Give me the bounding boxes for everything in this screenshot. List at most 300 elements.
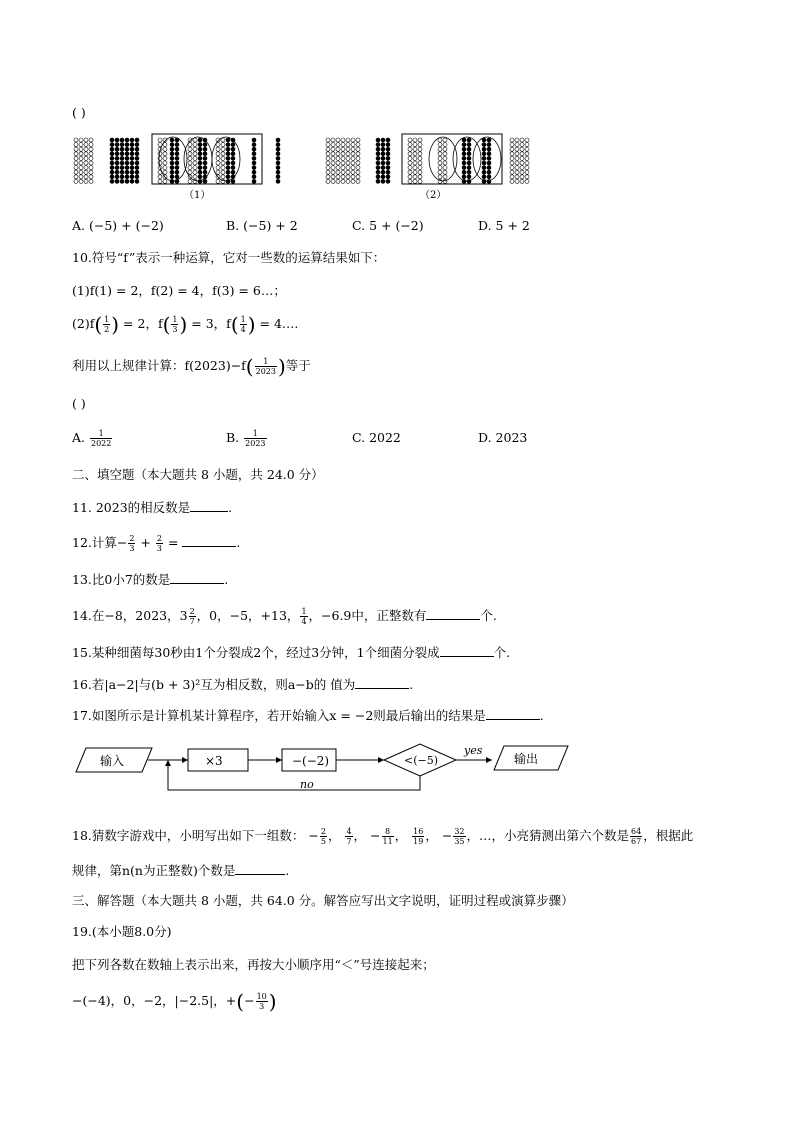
bead-solid [226,147,230,151]
bead-hollow [326,175,330,179]
bead-solid [110,147,114,151]
q9-option-b[interactable]: B. (−5) + 2 [226,218,298,233]
bead-solid [381,179,385,183]
q16: 16.若|a−2|与(b + 3)²互为相反数，则a−b的 值为 . [72,677,414,692]
q19-list: −(−4)，0，−2，|−2.5|，+(− $\frac{10}{3}$ ) [72,989,277,1014]
bead-hollow [356,156,360,160]
bead-hollow [163,161,167,165]
bead-solid [203,143,207,147]
bead-solid [462,161,466,165]
bead-solid [110,175,114,179]
bead-solid [226,138,230,142]
flow-yes-label: yes [464,744,483,757]
bead-hollow [418,138,422,142]
bead-hollow [346,179,350,183]
bead-solid [376,152,380,156]
bead-hollow [89,161,93,165]
bead-solid [386,138,390,142]
bead-solid [252,143,256,147]
bead-hollow [216,179,220,183]
bead-hollow [84,166,88,170]
bead-solid [175,143,179,147]
bead-solid [381,156,385,160]
bead-solid [198,147,202,151]
q18-line1: 18.猜数字游戏中，小明写出如下一组数： − $\frac{2}{5}$ ， $\frac{4}{7}$ ， − $\frac{8}{11}$ ， $\frac{16}{19}$ ， − $\frac{32}{35}$ ，…，小亮猜测出第六个数是 $\frac{64}{67}$ ，根据此 [72,827,694,846]
figure-label-2: （2） [420,190,447,201]
bead-hollow [510,138,514,142]
bead-solid [120,147,124,151]
bead-hollow [520,161,524,165]
q10-option-d[interactable]: D. 2023 [478,430,528,445]
bead-solid [198,138,202,142]
bead-hollow [341,170,345,174]
bead-solid [203,161,207,165]
bead-hollow [216,156,220,160]
bead-hollow [326,161,330,165]
bead-solid [110,152,114,156]
q10-option-a[interactable]: A. $\frac{1}{2022}$ [72,429,112,448]
bead-solid [135,170,139,174]
q13: 13.比0小7的数是 . [72,572,229,587]
bead-solid [467,152,471,156]
bead-solid [487,143,491,147]
bead-hollow [346,138,350,142]
bead-solid [170,179,174,183]
q9-option-d[interactable]: D. 5 + 2 [478,218,530,233]
bead-solid [276,156,280,160]
bead-hollow [89,156,93,160]
bead-hollow [515,143,519,147]
bead-solid [130,166,134,170]
bead-solid [135,147,139,151]
bead-hollow [408,147,412,151]
bead-solid [231,161,235,165]
bead-hollow [351,147,355,151]
bead-solid [386,161,390,165]
bead-hollow [331,143,335,147]
bead-hollow [418,147,422,151]
bead-hollow [193,166,197,170]
bead-hollow [351,156,355,160]
bead-solid [467,161,471,165]
q18-frac-3: − $\frac{8}{11}$ [370,827,393,846]
bead-solid [252,156,256,160]
bead-solid [170,143,174,147]
bead-hollow [510,152,514,156]
bead-solid [130,152,134,156]
bead-solid [115,179,119,183]
bead-hollow [408,138,412,142]
bead-solid [462,175,466,179]
bead-hollow [515,166,519,170]
bead-solid [487,147,491,151]
bead-solid [252,161,256,165]
bead-hollow [438,143,442,147]
flow-arrowhead-1 [182,757,188,763]
q17: 17.如图所示是计算机某计算程序，若开始输入x = −2则最后输出的结果是 . [72,708,544,723]
bead-solid [125,147,129,151]
flow-output-label: 输出 [514,752,539,766]
bead-hollow [351,152,355,156]
bead-solid [175,166,179,170]
bead-hollow [408,161,412,165]
bead-hollow [520,170,524,174]
bead-solid [482,156,486,160]
flow-arrowhead-yes [486,757,492,763]
bead-solid [203,166,207,170]
bead-hollow [356,152,360,156]
bead-solid [170,175,174,179]
bead-solid [110,179,114,183]
bead-hollow [188,166,192,170]
bead-solid [467,175,471,179]
bead-hollow [341,152,345,156]
bead-solid [462,152,466,156]
bead-solid [120,161,124,165]
bead-hollow [520,156,524,160]
bead-hollow [221,143,225,147]
bead-solid [135,156,139,160]
q9-answer-paren: ( ) [72,105,86,120]
bead-hollow [193,152,197,156]
bead-hollow [326,143,330,147]
bead-solid [386,156,390,160]
bead-solid [125,156,129,160]
bead-solid [467,156,471,160]
bead-solid [115,166,119,170]
bead-solid [135,152,139,156]
bead-solid [276,138,280,142]
bead-hollow [188,179,192,183]
bead-hollow [336,170,340,174]
bead-hollow [443,170,447,174]
bead-hollow [326,179,330,183]
bead-hollow [188,152,192,156]
q15: 15.某种细菌每30秒由1个分裂成2个，经过3分钟，1个细菌分裂成 个. [72,645,511,660]
bead-hollow [418,156,422,160]
bead-solid [467,138,471,142]
bead-hollow [341,179,345,183]
bead-hollow [79,179,83,183]
bead-hollow [341,175,345,179]
bead-hollow [408,166,412,170]
bead-solid [482,143,486,147]
bead-solid [381,175,385,179]
bead-solid [252,179,256,183]
bead-solid [386,179,390,183]
bead-solid [487,161,491,165]
bead-solid [110,166,114,170]
bead-hollow [413,156,417,160]
bead-solid [482,170,486,174]
bead-solid [130,138,134,142]
bead-hollow [356,175,360,179]
bead-solid [386,166,390,170]
bead-hollow [408,152,412,156]
bead-solid [231,143,235,147]
bead-hollow [89,147,93,151]
bead-solid [252,152,256,156]
bead-solid [482,147,486,151]
q10-answer-paren: ( ) [72,396,86,411]
bead-solid [110,156,114,160]
bead-solid [252,175,256,179]
bead-hollow [79,175,83,179]
bead-solid [487,152,491,156]
bead-solid [120,179,124,183]
bead-hollow [158,138,162,142]
bead-solid [231,156,235,160]
bead-hollow [163,179,167,183]
bead-hollow [331,175,335,179]
bead-hollow [84,156,88,160]
bead-hollow [413,179,417,183]
bead-hollow [443,166,447,170]
bead-solid [231,152,235,156]
bead-hollow [331,179,335,183]
bead-solid [462,138,466,142]
bead-solid [130,161,134,165]
bead-hollow [515,161,519,165]
bead-solid [115,138,119,142]
abacus-figure [72,132,542,204]
bead-hollow [438,170,442,174]
bead-solid [170,166,174,170]
bead-solid [120,166,124,170]
bead-solid [175,161,179,165]
bead-hollow [336,166,340,170]
bead-solid [135,175,139,179]
bead-hollow [79,166,83,170]
bead-hollow [351,179,355,183]
bead-solid [231,166,235,170]
bead-hollow [89,138,93,142]
q9-option-a[interactable]: A. (−5) + (−2) [72,218,164,233]
bead-hollow [443,147,447,151]
bead-solid [130,175,134,179]
q18-frac-4: $\frac{16}{19}$ [413,827,424,846]
bead-hollow [341,156,345,160]
bead-solid [386,170,390,174]
bead-hollow [510,143,514,147]
bead-solid [125,152,129,156]
figure-label-1: （1） [184,190,211,201]
bead-hollow [331,166,335,170]
bead-hollow [193,170,197,174]
q15-blank[interactable] [440,644,494,657]
bead-solid [376,138,380,142]
bead-solid [226,161,230,165]
bead-solid [381,143,385,147]
q10-option-c[interactable]: C. 2022 [352,430,401,445]
bead-hollow [79,152,83,156]
bead-hollow [525,166,529,170]
bead-hollow [216,147,220,151]
bead-solid [381,161,385,165]
bead-hollow [336,143,340,147]
bead-hollow [336,175,340,179]
bead-hollow [413,170,417,174]
bead-hollow [525,147,529,151]
bead-hollow [89,175,93,179]
bead-hollow [346,143,350,147]
bead-hollow [413,161,417,165]
bead-hollow [74,138,78,142]
bead-hollow [351,175,355,179]
q11-blank[interactable] [190,499,228,512]
bead-hollow [326,152,330,156]
q12-blank[interactable] [182,534,236,547]
bead-solid [381,170,385,174]
bead-hollow [158,175,162,179]
bead-hollow [336,147,340,151]
bead-hollow [351,166,355,170]
q13-blank[interactable] [170,571,224,584]
bead-hollow [79,143,83,147]
q11: 11. 2023的相反数是 . [72,500,233,515]
bead-hollow [84,147,88,151]
bead-hollow [525,175,529,179]
bead-hollow [84,143,88,147]
flow-no-label: no [300,778,314,791]
bead-solid [198,170,202,174]
bead-hollow [510,166,514,170]
bead-hollow [510,179,514,183]
bead-hollow [163,156,167,160]
section-3-title: 三、解答题（本大题共 8 小题，共 64.0 分。解答应写出文字说明，证明过程或演算步骤） [72,893,574,908]
bead-hollow [356,179,360,183]
bead-hollow [525,179,529,183]
bead-hollow [74,143,78,147]
bead-hollow [216,170,220,174]
bead-solid [276,170,280,174]
bead-hollow [163,166,167,170]
bead-solid [276,166,280,170]
q10-option-b[interactable]: B. $\frac{1}{2023}$ [226,429,266,448]
bead-hollow [525,170,529,174]
q18-frac-1: − $\frac{2}{5}$ [308,827,326,846]
bead-solid [115,143,119,147]
bead-solid [135,143,139,147]
bead-hollow [351,170,355,174]
q10-line1: (1)f(1) = 2，f(2) = 4，f(3) = 6…； [72,283,286,298]
bead-solid [467,170,471,174]
bead-hollow [79,170,83,174]
bead-solid [386,152,390,156]
bead-solid [198,156,202,160]
bead-hollow [525,143,529,147]
bead-hollow [346,166,350,170]
bead-hollow [413,138,417,142]
bead-solid [130,147,134,151]
bead-hollow [443,143,447,147]
bead-hollow [443,161,447,165]
bead-solid [110,138,114,142]
bead-solid [276,143,280,147]
section-2-title: 二、填空题（本大题共 8 小题，共 24.0 分） [72,467,324,482]
bead-hollow [413,143,417,147]
bead-solid [125,161,129,165]
bead-solid [115,147,119,151]
bead-solid [110,161,114,165]
bead-solid [115,161,119,165]
bead-hollow [438,166,442,170]
bead-solid [170,138,174,142]
bead-solid [198,143,202,147]
bead-solid [467,147,471,151]
bead-hollow [341,161,345,165]
bead-solid [482,152,486,156]
q16-blank[interactable] [355,676,409,689]
bead-solid [135,179,139,183]
bead-hollow [331,147,335,151]
q10-line3: 利用以上规律计算：f(2023)−f( $\frac{1}{2023}$ )等于 [72,354,311,379]
q18-frac-5: − $\frac{32}{35}$ [441,827,465,846]
bead-hollow [84,152,88,156]
bead-hollow [193,175,197,179]
bead-solid [130,156,134,160]
bead-hollow [221,170,225,174]
bead-hollow [336,161,340,165]
bead-solid [487,156,491,160]
abacus-beads [74,137,529,183]
bead-hollow [356,138,360,142]
q9-option-c[interactable]: C. 5 + (−2) [352,218,424,233]
bead-solid [226,143,230,147]
bead-hollow [356,170,360,174]
flowchart [72,740,572,796]
bead-hollow [443,175,447,179]
bead-hollow [336,179,340,183]
bead-solid [175,156,179,160]
flow-step2-label: −(−2) [292,754,330,768]
bead-hollow [356,166,360,170]
bead-hollow [74,175,78,179]
bead-solid [226,152,230,156]
q14-blank[interactable] [426,607,480,620]
q14: 14.在−8，2023，3 $\frac{2}{7}$ ，0，−5，+13， $\frac{1}{4}$ ，−6.9中，正整数有 个. [72,607,497,626]
bead-solid [276,179,280,183]
flow-loop-arrowhead [165,760,171,766]
q17-blank[interactable] [486,707,540,720]
bead-solid [203,156,207,160]
q12: 12.计算− $\frac{2}{3}$ + $\frac{2}{3}$ = . [72,534,241,553]
bead-solid [482,138,486,142]
bead-solid [110,170,114,174]
bead-solid [175,175,179,179]
bead-hollow [331,156,335,160]
bead-solid [386,147,390,151]
bead-solid [376,179,380,183]
bead-solid [170,156,174,160]
bead-hollow [89,179,93,183]
bead-solid [120,175,124,179]
q10-intro: 10.符号“f”表示一种运算，它对一些数的运算结果如下： [72,250,386,265]
bead-hollow [438,147,442,151]
bead-hollow [346,156,350,160]
bead-solid [482,166,486,170]
bead-hollow [326,138,330,142]
q18-blank[interactable] [235,862,285,875]
bead-solid [252,166,256,170]
bead-solid [276,152,280,156]
bead-hollow [84,161,88,165]
bead-solid [170,152,174,156]
bead-hollow [341,138,345,142]
bead-hollow [515,156,519,160]
bead-hollow [163,170,167,174]
bead-hollow [525,156,529,160]
